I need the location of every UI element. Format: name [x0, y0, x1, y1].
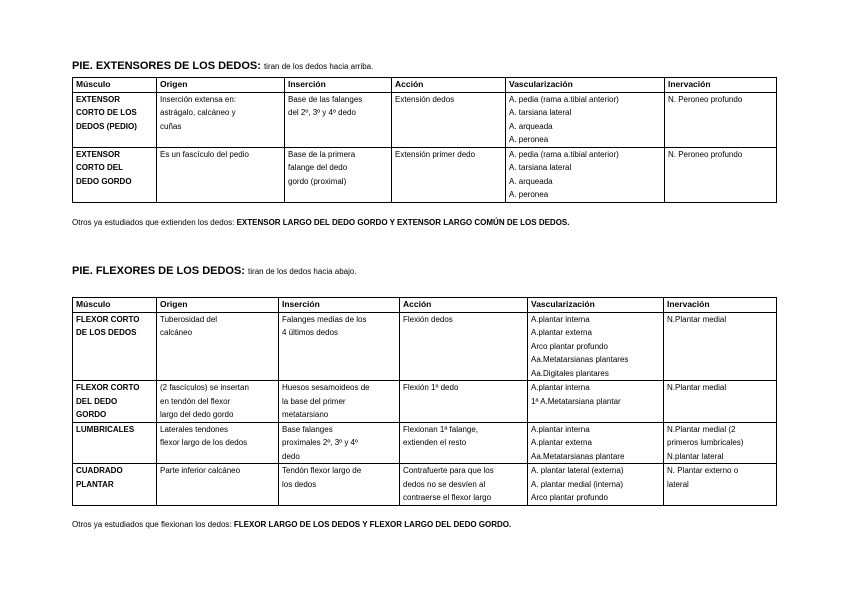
cell-line: FLEXOR CORTO	[76, 314, 140, 324]
cell-line: Arco plantar profundo	[531, 493, 608, 502]
cell-insercion	[279, 381, 400, 423]
cell-line: 4 últimos dedos	[282, 328, 339, 337]
col-header-accion: Acción	[400, 298, 528, 313]
cell-line: dedos no se desvíen al	[403, 479, 486, 489]
cell-inervacion	[664, 312, 777, 381]
col-header-origen: Origen	[157, 78, 285, 93]
cell-line: cuñas	[160, 121, 182, 131]
cell-line: CORTO DE LOS	[76, 108, 137, 117]
col-header-origen: Origen	[157, 298, 279, 313]
extensores-header-row	[73, 78, 777, 93]
cell-line: DEL DEDO	[76, 396, 118, 406]
cell-line: lateral	[667, 479, 689, 489]
cell-line: Flexión 1º dedo	[403, 383, 459, 392]
cell-accion	[400, 464, 528, 506]
cell-insercion	[285, 92, 392, 147]
cell-line: A.plantar interna	[531, 314, 590, 324]
cell-line: CORTO DEL	[76, 163, 123, 172]
cell-line: N. Peroneo profundo	[668, 149, 743, 159]
flexores-subtitle: tiran de los dedos hacia abajo.	[248, 267, 357, 276]
cell-line: Flexión dedos	[403, 314, 453, 324]
cell-musculo	[73, 464, 157, 506]
cell-line: Aa.Metatarsianas plantares	[531, 355, 629, 364]
extensores-table	[72, 77, 777, 203]
col-header-inervacion: Inervación	[664, 298, 777, 313]
cell-line: A. plantar lateral (externa)	[531, 466, 624, 475]
cell-line: A.plantar externa	[531, 438, 592, 447]
cell-origen	[157, 464, 279, 506]
table-row	[73, 422, 777, 464]
cell-line: Base de la primera	[288, 149, 356, 159]
cell-line: A. arqueada	[509, 176, 553, 186]
flexores-note	[72, 520, 511, 529]
col-header-vascularizacion: Vascularización	[506, 78, 665, 93]
cell-line: FLEXOR CORTO	[76, 383, 140, 392]
cell-line: A.plantar interna	[531, 424, 590, 434]
extensores-note-muscles: EXTENSOR LARGO DEL DEDO GORDO Y EXTENSOR LARGO COMÚN DE LOS DEDOS.	[236, 218, 570, 227]
cell-line: falange del dedo	[288, 163, 348, 172]
cell-line: GORDO	[76, 410, 107, 419]
flexores-title: PIE. FLEXORES DE LOS DEDOS:	[72, 265, 245, 277]
col-header-insercion: Inserción	[285, 78, 392, 93]
cell-line: contraerse el flexor largo	[403, 493, 492, 502]
extensores-note	[72, 218, 570, 227]
cell-inervacion	[664, 381, 777, 423]
cell-inervacion	[665, 92, 777, 147]
cell-line: N. Peroneo profundo	[668, 94, 743, 104]
col-header-vascularizacion: Vascularización	[528, 298, 664, 313]
cell-line: Inserción extensa en:	[160, 94, 237, 104]
cell-line: A. peronea	[509, 135, 549, 144]
cell-vascularizacion	[528, 381, 664, 423]
cell-accion	[392, 147, 506, 202]
cell-inervacion	[665, 147, 777, 202]
cell-line: EXTENSOR	[76, 149, 121, 159]
col-header-accion: Acción	[392, 78, 506, 93]
cell-line: dedo	[282, 451, 300, 461]
cell-line: Tendón flexor largo de	[282, 466, 362, 475]
col-header-musculo: Músculo	[73, 78, 157, 93]
cell-origen	[157, 147, 285, 202]
flexores-heading	[72, 265, 357, 277]
cell-line: DEDO GORDO	[76, 176, 132, 186]
cell-vascularizacion	[528, 312, 664, 381]
cell-line: A. tarsiana lateral	[509, 163, 572, 172]
cell-line: Extensión dedos	[395, 94, 455, 104]
cell-line: DE LOS DEDOS	[76, 328, 137, 337]
table-row	[73, 147, 777, 202]
cell-line: calcáneo	[160, 328, 193, 337]
cell-line: en tendón del flexor	[160, 396, 231, 406]
cell-line: flexor largo de los dedos	[160, 438, 248, 447]
cell-line: gordo (proximal)	[288, 176, 347, 186]
cell-line: 1ª A.Metatarsiana plantar	[531, 396, 621, 406]
cell-musculo	[73, 312, 157, 381]
cell-line: A.plantar externa	[531, 328, 592, 337]
table-row	[73, 92, 777, 147]
cell-inervacion	[664, 464, 777, 506]
cell-vascularizacion	[528, 422, 664, 464]
cell-musculo	[73, 381, 157, 423]
cell-line: Flexionan 1ª falange,	[403, 424, 479, 434]
cell-line: Base de las falanges	[288, 94, 363, 104]
cell-line: metatarsiano	[282, 410, 329, 419]
cell-line: Huesos sesamoideos de	[282, 383, 370, 392]
cell-line: DEDOS (PEDIO)	[76, 121, 137, 131]
cell-line: del 2º, 3º y 4º dedo	[288, 108, 356, 117]
cell-inervacion	[664, 422, 777, 464]
cell-line: A. tarsiana lateral	[509, 108, 572, 117]
cell-vascularizacion	[506, 92, 665, 147]
extensores-title: PIE. EXTENSORES DE LOS DEDOS:	[72, 60, 261, 72]
cell-accion	[400, 312, 528, 381]
cell-line: A. pedia (rama a.tibial anterior)	[509, 94, 619, 104]
cell-line: Falanges medias de los	[282, 314, 367, 324]
cell-line: (2 fascículos) se insertan	[160, 383, 249, 392]
cell-line: los dedos	[282, 479, 317, 489]
cell-origen	[157, 381, 279, 423]
cell-line: Laterales tendones	[160, 424, 229, 434]
cell-line: N.Plantar medial (2	[667, 424, 736, 434]
cell-line: Tuberosidad del	[160, 314, 218, 324]
extensores-subtitle: tiran de los dedos hacia arriba.	[263, 62, 374, 71]
extensores-note-prefix: Otros ya estudiados que extienden los dedos:	[72, 218, 235, 227]
flexores-note-muscles: FLEXOR LARGO DE LOS DEDOS Y FLEXOR LARGO DEL DEDO GORDO.	[233, 520, 512, 529]
cell-vascularizacion	[506, 147, 665, 202]
cell-line: Contrafuerte para que los	[403, 466, 494, 475]
cell-accion	[400, 422, 528, 464]
cell-insercion	[279, 464, 400, 506]
extensores-heading	[72, 60, 373, 72]
cell-line: Es un fascículo del pedio	[160, 149, 249, 159]
cell-line: N.Plantar medial	[667, 314, 727, 324]
cell-line: Aa.Metatarsianas plantare	[531, 451, 625, 461]
col-header-musculo: Músculo	[73, 298, 157, 313]
cell-line: N.plantar lateral	[667, 451, 724, 461]
cell-musculo	[73, 92, 157, 147]
flexores-header-row	[73, 298, 777, 313]
cell-line: N.Plantar medial	[667, 383, 727, 392]
flexores-note-prefix: Otros ya estudiados que flexionan los dedos:	[72, 520, 232, 529]
table-row	[73, 464, 777, 506]
cell-line: astrágalo, calcáneo y	[160, 108, 236, 117]
cell-musculo	[73, 147, 157, 202]
cell-insercion	[279, 312, 400, 381]
col-header-inervacion: Inervación	[665, 78, 777, 93]
table-row	[73, 312, 777, 381]
cell-line: proximales 2º, 3º y 4º	[282, 438, 358, 447]
cell-line: N. Plantar externo o	[667, 466, 739, 475]
cell-line: A.plantar interna	[531, 383, 590, 392]
cell-vascularizacion	[528, 464, 664, 506]
cell-line: A. plantar medial (interna)	[531, 479, 624, 489]
cell-line: LUMBRICALES	[76, 424, 135, 434]
cell-line: A. peronea	[509, 190, 549, 199]
cell-line: Arco plantar profundo	[531, 341, 608, 351]
cell-line: Aa.Digitales plantares	[531, 368, 609, 378]
cell-origen	[157, 92, 285, 147]
cell-line: A. arqueada	[509, 121, 553, 131]
cell-line: PLANTAR	[76, 479, 114, 489]
cell-line: Extensión primer dedo	[395, 149, 476, 159]
cell-musculo	[73, 422, 157, 464]
cell-insercion	[285, 147, 392, 202]
cell-accion	[400, 381, 528, 423]
cell-origen	[157, 422, 279, 464]
cell-line: CUADRADO	[76, 466, 123, 475]
table-row	[73, 381, 777, 423]
cell-line: A. pedia (rama a.tibial anterior)	[509, 149, 619, 159]
cell-insercion	[279, 422, 400, 464]
cell-line: largo del dedo gordo	[160, 410, 234, 419]
cell-line: extienden el resto	[403, 438, 467, 447]
cell-line: Base falanges	[282, 424, 333, 434]
cell-line: Parte inferior calcáneo	[160, 466, 241, 475]
cell-line: EXTENSOR	[76, 94, 121, 104]
cell-origen	[157, 312, 279, 381]
cell-accion	[392, 92, 506, 147]
cell-line: primeros lumbricales)	[667, 438, 744, 447]
flexores-table	[72, 297, 777, 506]
col-header-insercion: Inserción	[279, 298, 400, 313]
cell-line: la base del primer	[282, 396, 346, 406]
